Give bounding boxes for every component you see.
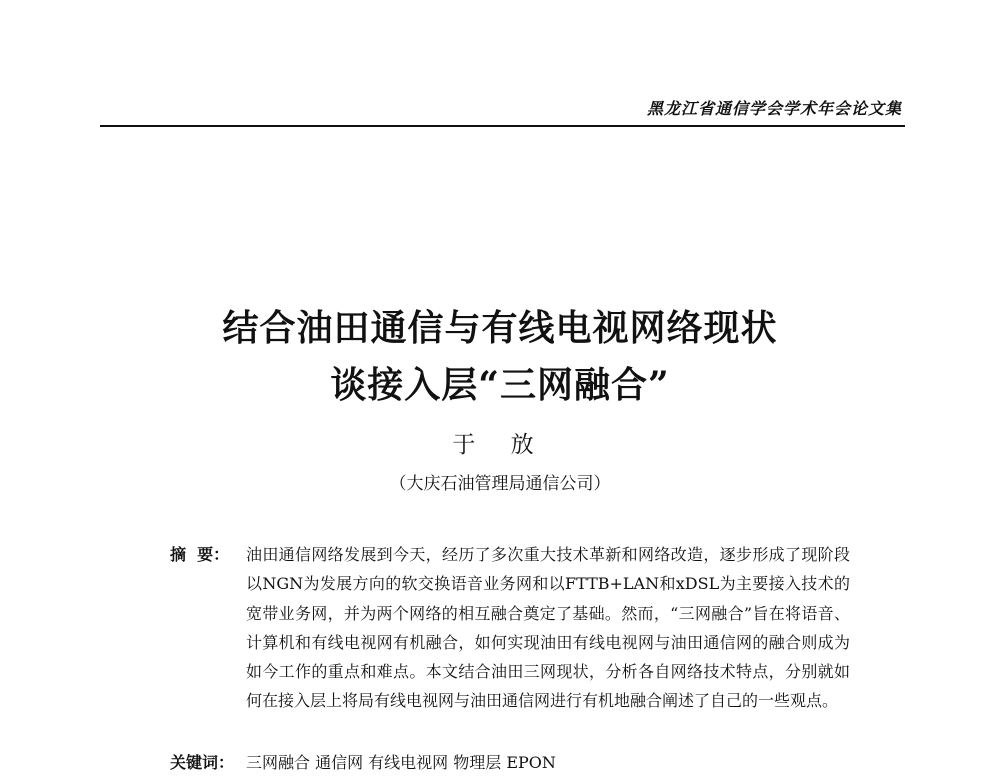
author-name: 于 放	[452, 432, 548, 458]
abstract-text: 油田通信网络发展到今天，经历了多次重大技术革新和网络改造，逐步形成了现阶段以NGN为发展方向的软交换语音业务网和以FTTB+LAN和xDSL为主要接入技术的宽带业务网，并为两个网络的相互融合奠定了基础。然而，“三网融合”旨在将语音、计算机和有线电视网有机融合，如何实现油田有线电视网与油田通信网的融合则成为如今工作的重点和难点。本文结合油田三网现状，分析各自网络技术特点，分别就如何在接入层上将局有线电视网与油田通信网进行有机地融合阐述了自己的一些观点。	[246, 545, 850, 711]
running-header: 黑龙江省通信学会学术年会论文集	[646, 99, 902, 118]
header-rule	[100, 125, 905, 127]
abstract-label: 摘 要：	[170, 545, 230, 564]
paper-title-line-1: 结合油田通信与有线电视网络现状	[222, 307, 778, 349]
keywords-section	[170, 748, 850, 777]
keywords-text: 三网融合 通信网 有线电视网 物理层 EPON	[246, 753, 556, 772]
paper-title-line-2: 谈接入层“三网融合”	[330, 364, 670, 406]
abstract-section	[170, 540, 850, 716]
author-affiliation: （大庆石油管理局通信公司）	[389, 474, 611, 494]
keywords-label: 关键词：	[170, 753, 235, 772]
